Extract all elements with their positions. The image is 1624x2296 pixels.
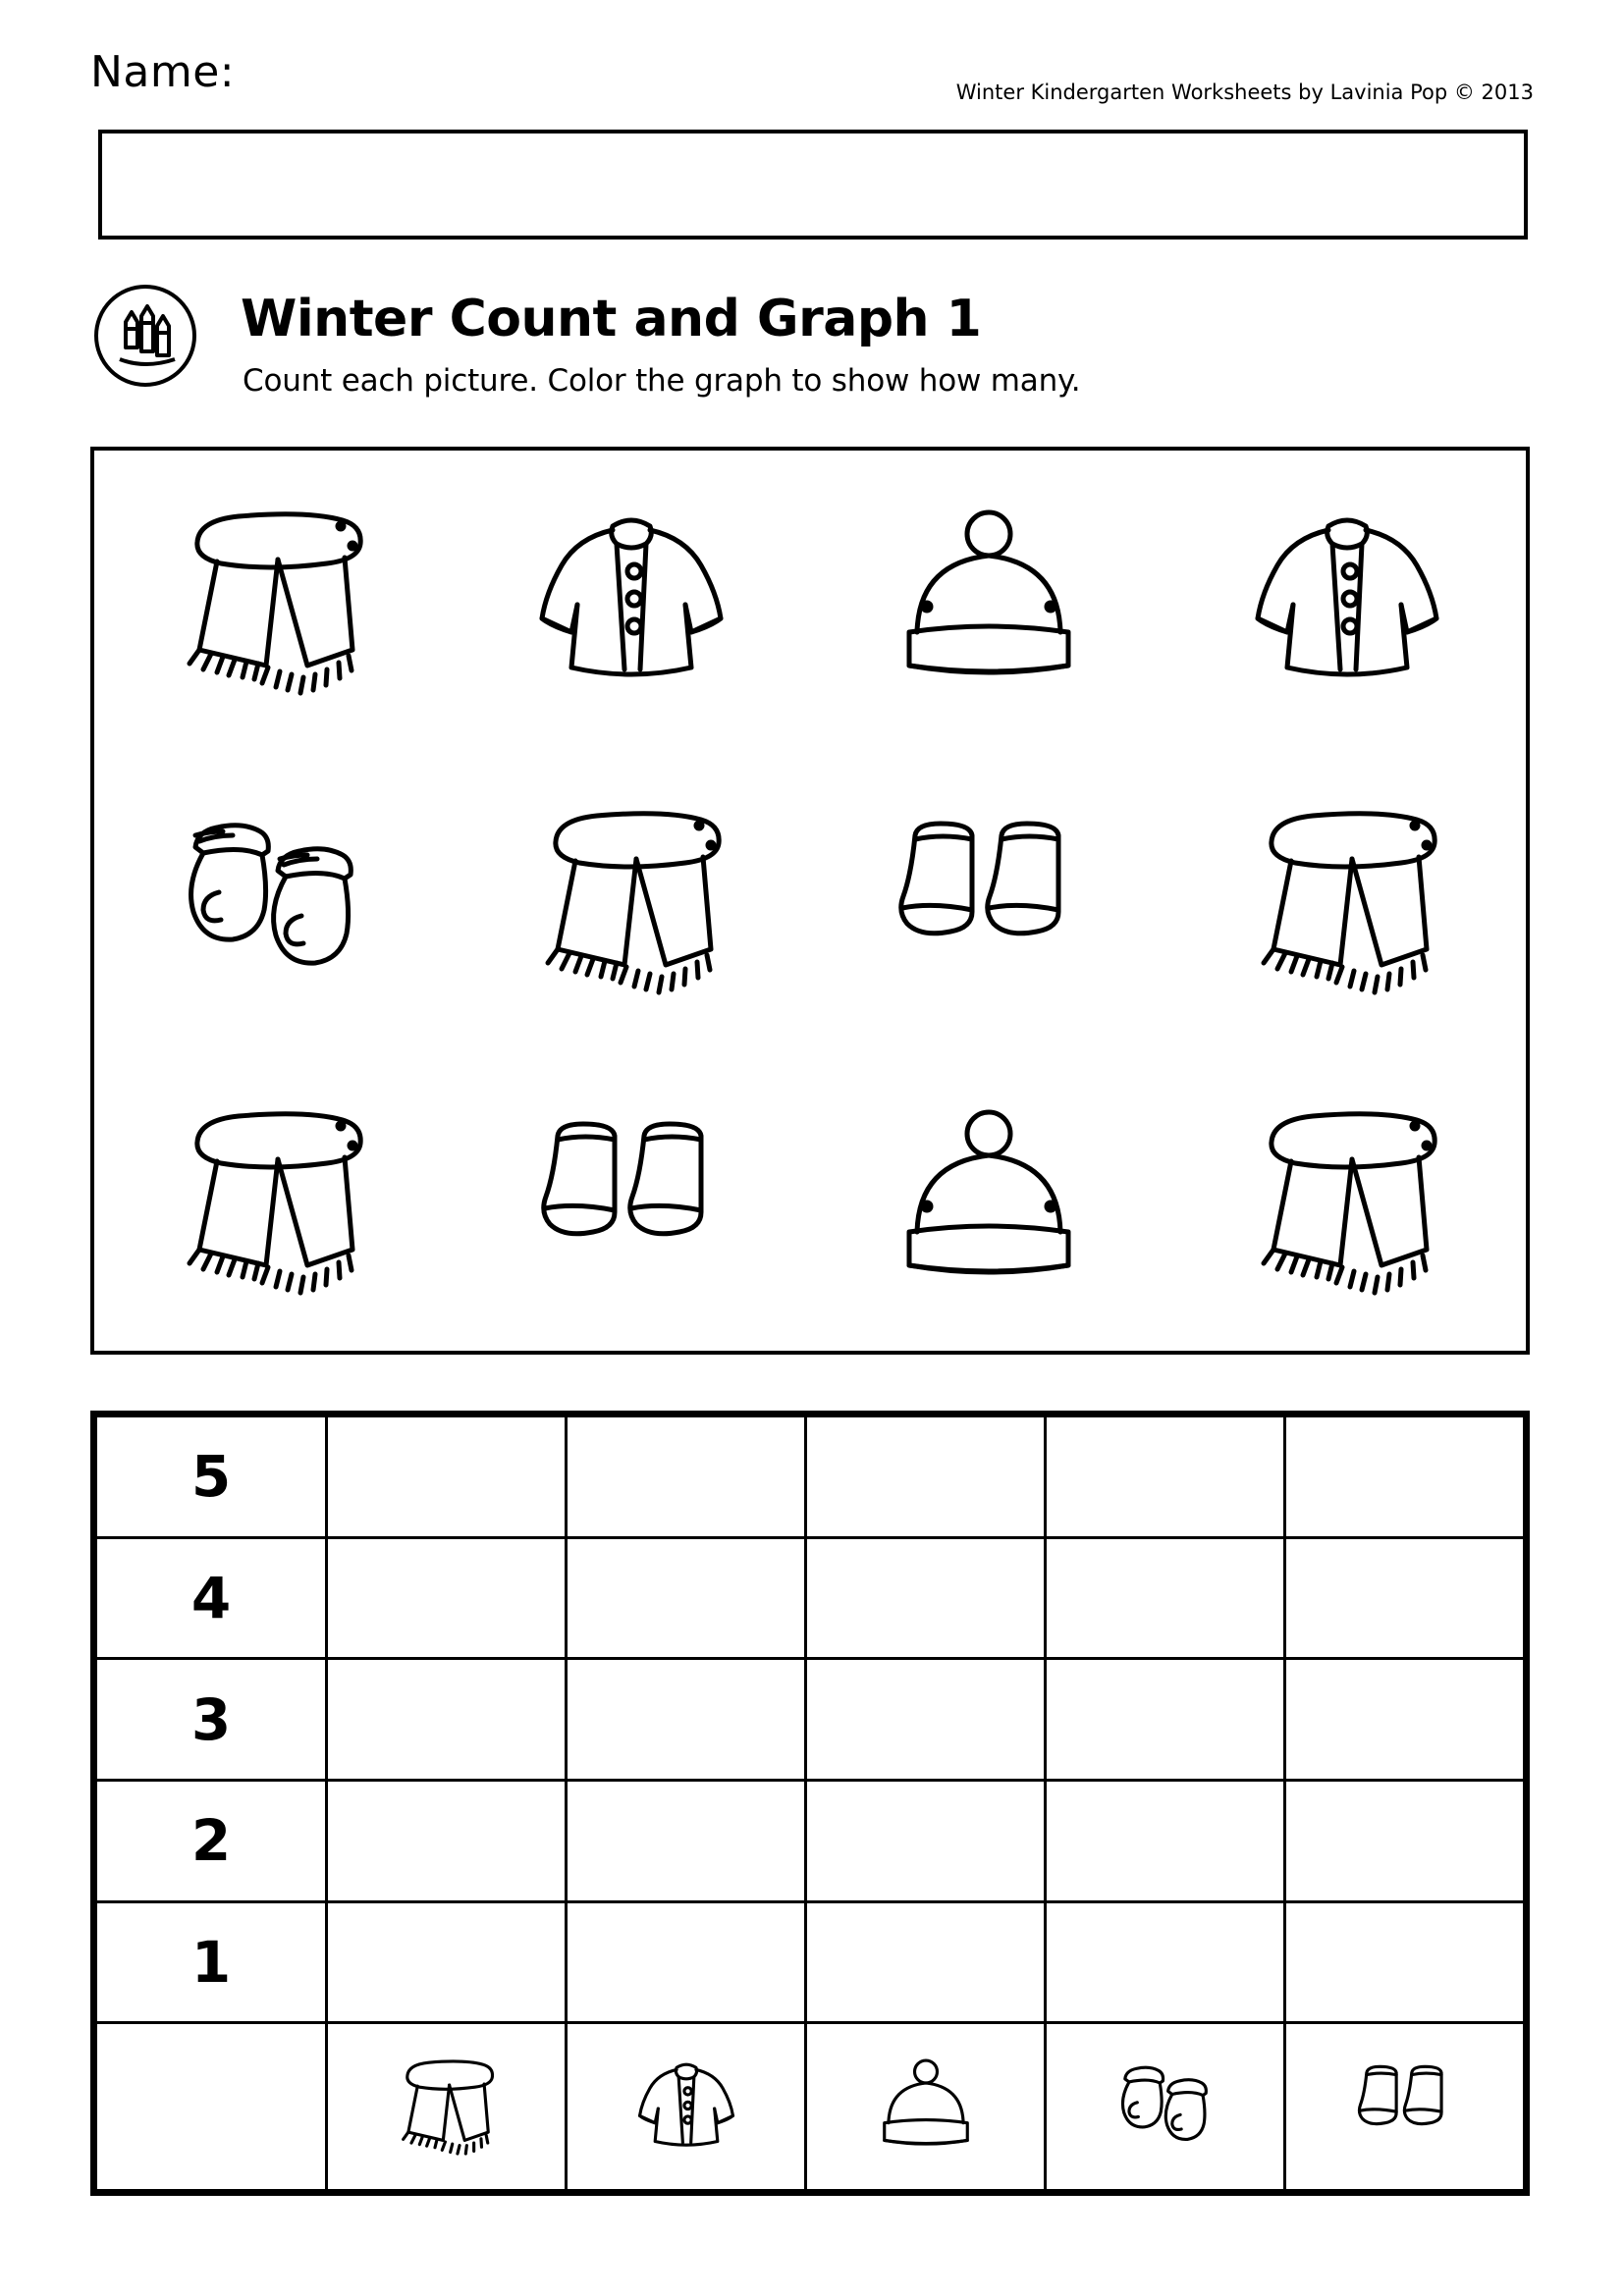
picture-item-scarf	[94, 1050, 453, 1351]
graph-column-icon-hat	[806, 2023, 1046, 2191]
graph-row-label: 4	[96, 1537, 327, 1659]
page-title: Winter Count and Graph 1	[241, 290, 982, 348]
graph-row-label: 2	[96, 1781, 327, 1902]
count-graph	[90, 1411, 1530, 2196]
picture-item-hat	[810, 451, 1168, 751]
picture-panel	[90, 447, 1530, 1355]
graph-column-icon-boots	[1285, 2023, 1525, 2191]
picture-item-coat	[1168, 451, 1527, 751]
graph-cell[interactable]	[1285, 1537, 1525, 1659]
graph-cell[interactable]	[806, 1537, 1046, 1659]
name-input-box[interactable]	[98, 130, 1528, 240]
graph-table	[94, 1415, 1526, 2192]
graph-corner-cell	[96, 2023, 327, 2191]
picture-grid	[94, 451, 1526, 1351]
picture-item-boots	[453, 1050, 811, 1351]
picture-item-coat	[453, 451, 811, 751]
graph-cell[interactable]	[806, 1781, 1046, 1902]
graph-cell[interactable]	[1046, 1901, 1285, 2023]
graph-cell[interactable]	[1285, 1416, 1525, 1538]
picture-item-mittens	[94, 751, 453, 1051]
graph-cell[interactable]	[327, 1781, 567, 1902]
instructions-text: Count each picture. Color the graph to show how many.	[243, 363, 1081, 399]
picture-item-scarf	[94, 451, 453, 751]
graph-cell[interactable]	[567, 1659, 806, 1781]
graph-cell[interactable]	[806, 1416, 1046, 1538]
graph-cell[interactable]	[567, 1781, 806, 1902]
graph-cell[interactable]	[1046, 1537, 1285, 1659]
graph-cell[interactable]	[327, 1416, 567, 1538]
graph-row-label: 5	[96, 1416, 327, 1538]
graph-cell[interactable]	[1046, 1781, 1285, 1902]
graph-legend-row	[96, 2023, 1525, 2191]
graph-cell[interactable]	[327, 1537, 567, 1659]
graph-cell[interactable]	[1046, 1416, 1285, 1538]
name-label: Name:	[90, 47, 236, 97]
graph-cell[interactable]	[567, 1416, 806, 1538]
graph-column-icon-scarf	[327, 2023, 567, 2191]
graph-column-icon-coat	[567, 2023, 806, 2191]
graph-row-label: 3	[96, 1659, 327, 1781]
graph-cell[interactable]	[567, 1537, 806, 1659]
graph-row-label: 1	[96, 1901, 327, 2023]
graph-row-5	[96, 1416, 1525, 1538]
graph-cell[interactable]	[327, 1659, 567, 1781]
graph-column-icon-mittens	[1046, 2023, 1285, 2191]
graph-cell[interactable]	[1285, 1659, 1525, 1781]
copyright-credit: Winter Kindergarten Worksheets by Lavinia Pop © 2013	[955, 80, 1534, 104]
graph-row-4	[96, 1537, 1525, 1659]
graph-cell[interactable]	[1285, 1901, 1525, 2023]
picture-item-hat	[810, 1050, 1168, 1351]
picture-item-scarf	[1168, 751, 1527, 1051]
graph-cell[interactable]	[1046, 1659, 1285, 1781]
graph-cell[interactable]	[567, 1901, 806, 2023]
picture-item-scarf	[453, 751, 811, 1051]
picture-item-scarf	[1168, 1050, 1527, 1351]
picture-item-boots	[810, 751, 1168, 1051]
graph-row-2	[96, 1781, 1525, 1902]
graph-row-3	[96, 1659, 1525, 1781]
graph-cell[interactable]	[1285, 1781, 1525, 1902]
graph-cell[interactable]	[327, 1901, 567, 2023]
graph-cell[interactable]	[806, 1901, 1046, 2023]
graph-row-1	[96, 1901, 1525, 2023]
crayons-circle-icon	[92, 283, 198, 389]
graph-cell[interactable]	[806, 1659, 1046, 1781]
